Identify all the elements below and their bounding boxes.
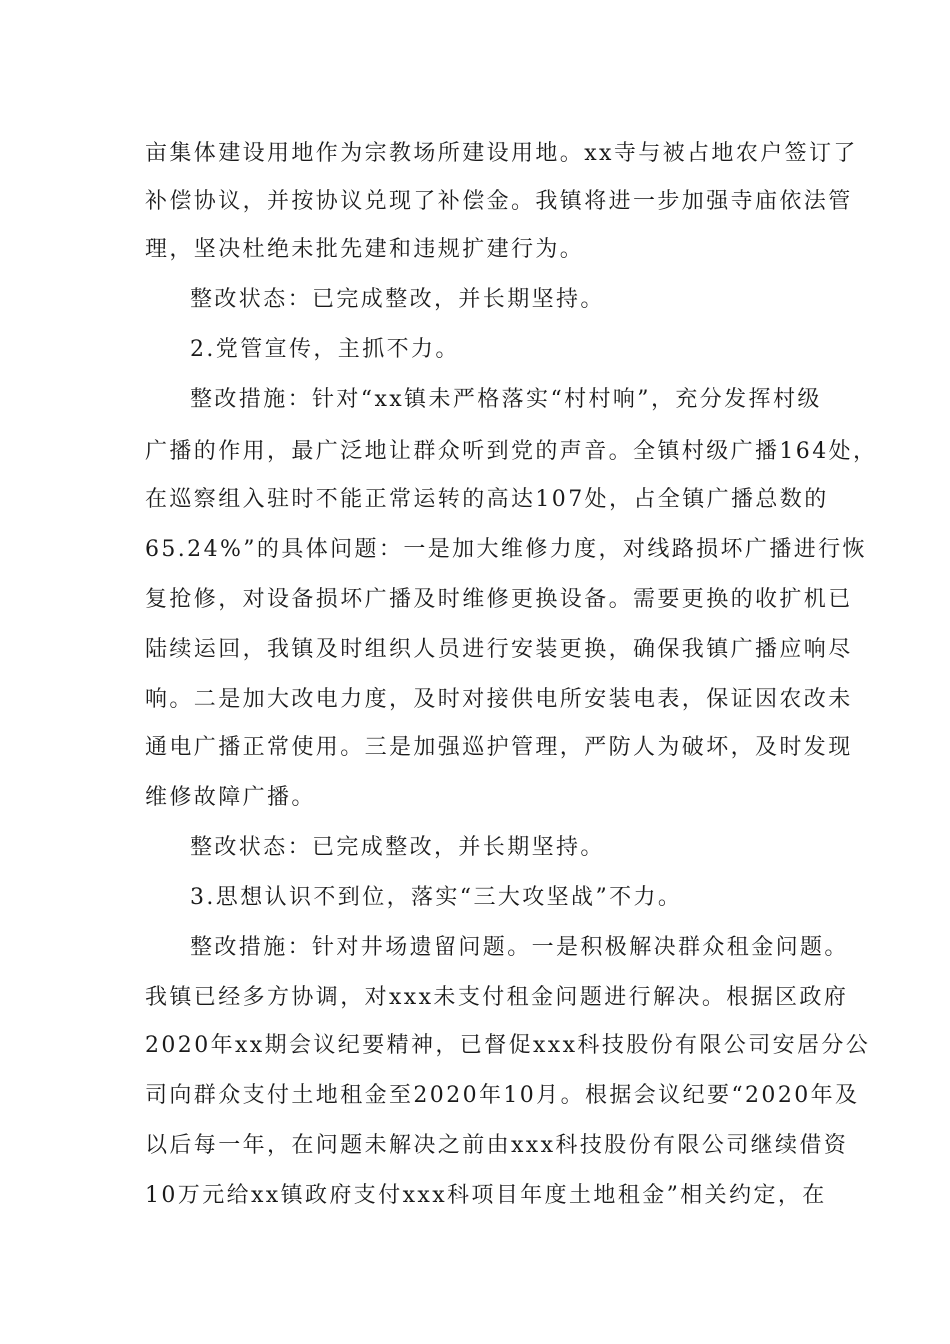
body-text-line: 补偿协议，并按协议兑现了补偿金。我镇将进一步加强寺庙依法管 (145, 189, 853, 214)
body-text-line: 亩集体建设用地作为宗教场所建设用地。xx寺与被占地农户签订了 (145, 141, 858, 166)
body-text-line: 司向群众支付土地租金至2020年10月。根据会议纪要“2020年及 (145, 1083, 860, 1108)
section-heading: 3.思想认识不到位，落实“三大攻坚战”不力。 (190, 885, 683, 910)
body-text-line: 响。二是加大改电力度，及时对接供电所安装电表，保证因农改未 (145, 687, 853, 712)
body-text-line: 整改措施：针对“xx镇未严格落实“村村响”，充分发挥村级 (190, 387, 822, 412)
status-line: 整改状态：已完成整改，并长期坚持。 (190, 835, 605, 860)
body-text-line: 在巡察组入驻时不能正常运转的高达107处，占全镇广播总数的 (145, 487, 829, 512)
status-line: 整改状态：已完成整改，并长期坚持。 (190, 287, 605, 312)
body-text-line: 2020年xx期会议纪要精神，已督促xxx科技股份有限公司安居分公 (145, 1033, 871, 1058)
body-text-line: 维修故障广播。 (145, 785, 316, 810)
body-text-line: 整改措施：针对井场遗留问题。一是积极解决群众租金问题。 (190, 935, 849, 960)
body-text-line: 65.24%”的具体问题：一是加大维修力度，对线路损坏广播进行恢 (145, 537, 867, 562)
body-text-line: 通电广播正常使用。三是加强巡护管理，严防人为破坏，及时发现 (145, 735, 853, 760)
body-text-line: 广播的作用，最广泛地让群众听到党的声音。全镇村级广播164处， (145, 439, 878, 464)
body-text-line: 以后每一年，在问题未解决之前由xxx科技股份有限公司继续借资 (145, 1133, 849, 1158)
body-text-line: 陆续运回，我镇及时组织人员进行安装更换，确保我镇广播应响尽 (145, 637, 853, 662)
body-text-line: 10万元给xx镇政府支付xxx科项目年度土地租金”相关约定，在 (145, 1183, 827, 1208)
body-text-line: 我镇已经多方协调，对xxx未支付租金问题进行解决。根据区政府 (145, 985, 849, 1010)
body-text-line: 理，坚决杜绝未批先建和违规扩建行为。 (145, 237, 585, 262)
body-text-line: 复抢修，对设备损坏广播及时维修更换设备。需要更换的收扩机已 (145, 587, 853, 612)
section-heading: 2.党管宣传，主抓不力。 (190, 337, 460, 362)
